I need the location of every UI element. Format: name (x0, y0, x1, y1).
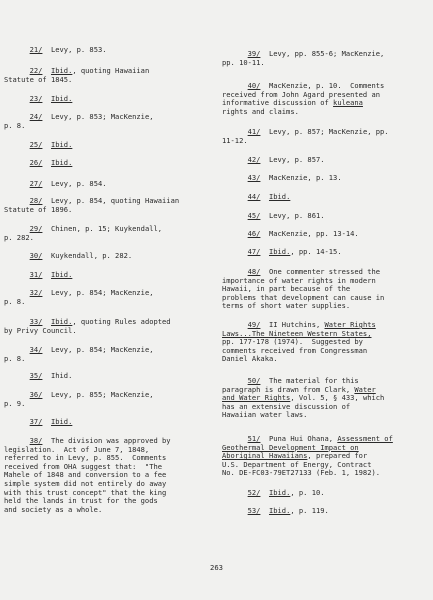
footnote-text: Hawaiian water laws. (222, 410, 308, 420)
footnote-text: Hawaii, in part because of the (222, 284, 351, 294)
footnote-text: Levy, p. 854. (50, 179, 107, 188)
footnote-45 (222, 212, 426, 221)
footnote-text: Ibid., quoting Rules adopted (50, 317, 171, 326)
footnote-number: 51/ (247, 434, 261, 443)
footnote-text: Mahele of 1848 and conversion to a fee (4, 470, 167, 480)
footnote-number: 32/ (29, 288, 43, 297)
footnote-31 (4, 271, 212, 280)
footnote-text: and Water Rights, Vol. 5, § 433, which (222, 393, 385, 403)
footnote-text: received from OHA suggest that: "The (4, 461, 163, 471)
footnote-text: MacKenzie, p. 13. (268, 173, 342, 182)
footnote-text: Ibid. (268, 192, 291, 201)
footnote-number: 48/ (247, 267, 261, 276)
footnote-text: and society as a whole. (4, 504, 103, 514)
footnote-text: rights and claims. (222, 106, 299, 116)
footnote-40 (222, 82, 426, 116)
footnote-number: 37/ (29, 417, 43, 426)
footnote-number: 23/ (29, 94, 43, 103)
footnote-28 (4, 197, 212, 214)
footnote-number: 24/ (29, 112, 43, 121)
footnote-text: Levy, p. 854; MacKenzie, (50, 288, 154, 297)
footnote-number: 42/ (247, 155, 261, 164)
footnote-text: Ibid. (50, 140, 73, 149)
footnote-51 (222, 435, 426, 478)
footnote-text: The division was approved by (50, 436, 171, 445)
footnote-50 (222, 377, 426, 420)
footnote-text: Levy, p. 855; MacKenzie, (50, 390, 154, 399)
footnote-number: 46/ (247, 229, 261, 238)
footnote-text: Levy, p. 854, quoting Hawaiian (50, 196, 180, 205)
footnote-text: The material for this (268, 376, 359, 385)
footnote-text: Aboriginal Hawaiians, prepared for (222, 451, 368, 461)
footnote-text: importance of water rights in modern (222, 275, 376, 285)
footnote-33 (4, 318, 212, 335)
footnote-text: MacKenzie, pp. 13-14. (268, 229, 359, 238)
footnote-text: Puna Hui Ohana, Assessment of (268, 434, 393, 443)
footnote-number: 49/ (247, 320, 261, 329)
footnote-number: 39/ (247, 49, 261, 58)
footnote-text: Ibid., p. 10. (268, 488, 325, 497)
footnote-21 (4, 46, 212, 55)
footnote-number: 21/ (29, 45, 43, 54)
footnote-27 (4, 180, 212, 189)
footnote-number: 43/ (247, 173, 261, 182)
footnote-47 (222, 248, 426, 257)
footnote-text: Levy, p. 857; MacKenzie, pp. (268, 127, 389, 136)
footnote-text: Ibid., pp. 14-15. (268, 247, 342, 256)
footnote-number: 40/ (247, 81, 261, 90)
footnote-text: No. DE-FC03-79ET27133 (Feb. 1, 1982). (222, 468, 381, 478)
footnote-number: 52/ (247, 488, 261, 497)
footnote-text: Levy, p. 854; MacKenzie, (50, 345, 154, 354)
footnote-text: terms of short water supplies. (222, 301, 351, 311)
footnote-number: 33/ (29, 317, 43, 326)
footnote-text: Daniel Akaka. (222, 354, 278, 364)
footnote-39 (222, 50, 426, 67)
footnote-41 (222, 128, 426, 145)
footnote-text: simple system did not entirely do away (4, 478, 167, 488)
footnote-number: 27/ (29, 179, 43, 188)
footnote-text: Levy, p. 853. (50, 45, 107, 54)
page-number: 263 (210, 563, 223, 572)
footnote-44 (222, 193, 426, 202)
footnote-text: Ibid. (50, 94, 73, 103)
footnote-number: 25/ (29, 140, 43, 149)
footnote-text: p. 9. (4, 398, 26, 408)
footnote-text: with this trust concept" that the king (4, 487, 167, 497)
footnote-number: 22/ (29, 66, 43, 75)
footnote-number: 50/ (247, 376, 261, 385)
footnote-text: Kuykendall, p. 282. (50, 251, 133, 260)
footnote-text: p. 8. (4, 353, 26, 363)
footnote-text: pp. 10-11. (222, 57, 265, 67)
footnote-38 (4, 437, 212, 514)
footnote-text: p. 8. (4, 296, 26, 306)
footnote-text: by Privy Council. (4, 325, 77, 335)
footnote-number: 44/ (247, 192, 261, 201)
footnote-text: Levy, p. 853; MacKenzie, (50, 112, 154, 121)
footnote-number: 31/ (29, 270, 43, 279)
footnote-49 (222, 321, 426, 364)
footnote-text: Statute of 1896. (4, 204, 73, 214)
footnote-48 (222, 268, 426, 311)
footnote-text: Statute of 1845. (4, 74, 73, 84)
footnote-text: held the lands in trust for the gods (4, 496, 158, 506)
footnote-text: referred to in Levy, p. 855. Comments (4, 453, 167, 463)
footnote-text: p. 282. (4, 232, 34, 242)
footnote-53 (222, 507, 426, 516)
footnote-text: Levy, p. 861. (268, 211, 325, 220)
footnote-number: 28/ (29, 196, 43, 205)
footnote-26 (4, 159, 212, 168)
footnote-number: 41/ (247, 127, 261, 136)
footnote-text: informative discussion of kuleana (222, 98, 363, 108)
footnote-text: 11-12. (222, 135, 248, 145)
footnote-43 (222, 174, 426, 183)
footnote-25 (4, 141, 212, 150)
footnote-42 (222, 156, 426, 165)
footnote-text: has an extensive discussion of (222, 401, 351, 411)
footnote-46 (222, 230, 426, 239)
footnote-text: Ibid. (50, 417, 73, 426)
footnote-text: II Hutchins, Water Rights (268, 320, 376, 329)
footnote-text: Ibid. (50, 270, 73, 279)
footnote-34 (4, 346, 212, 363)
footnote-number: 45/ (247, 211, 261, 220)
footnote-number: 34/ (29, 345, 43, 354)
footnote-text: received from John Agard presented an (222, 89, 381, 99)
footnote-37 (4, 418, 212, 427)
footnote-29 (4, 225, 212, 242)
footnote-30 (4, 252, 212, 261)
footnote-text: problems that development can cause in (222, 292, 385, 302)
footnote-text: Chinen, p. 15; Kuykendall, (50, 224, 163, 233)
footnote-text: Levy, p. 857. (268, 155, 325, 164)
footnote-number: 38/ (29, 436, 43, 445)
footnote-text: Geothermal Development Impact on (222, 442, 359, 452)
footnote-23 (4, 95, 212, 104)
footnote-text: Ihid. (50, 371, 73, 380)
footnote-text: Ibid. (50, 158, 73, 167)
footnote-text: Laws...The Nineteen Western States, (222, 328, 372, 338)
footnote-text: One commenter stressed the (268, 267, 381, 276)
footnote-text: comments received from Congressman (222, 345, 368, 355)
footnote-22 (4, 67, 212, 84)
footnote-text: U.S. Department of Energy, Contract (222, 459, 372, 469)
footnote-text: Ibid., p. 119. (268, 506, 329, 515)
footnote-number: 47/ (247, 247, 261, 256)
footnote-32 (4, 289, 212, 306)
footnote-52 (222, 489, 426, 498)
footnote-number: 36/ (29, 390, 43, 399)
footnote-number: 53/ (247, 506, 261, 515)
footnote-text: Levy, pp. 855-6; MacKenzie, (268, 49, 385, 58)
footnote-text: paragraph is drawn from Clark, Water (222, 384, 376, 394)
footnote-36 (4, 391, 212, 408)
footnote-24 (4, 113, 212, 130)
footnote-number: 26/ (29, 158, 43, 167)
footnote-number: 30/ (29, 251, 43, 260)
footnote-text: pp. 177-178 (1974). Suggested by (222, 337, 363, 347)
footnote-text: Ibid., quoting Hawaiian (50, 66, 150, 75)
footnote-text: legislation. Act of June 7, 1848, (4, 444, 150, 454)
footnote-number: 35/ (29, 371, 43, 380)
footnote-number: 29/ (29, 224, 43, 233)
footnote-text: MacKenzie, p. 10. Comments (268, 81, 385, 90)
footnote-text: p. 8. (4, 120, 26, 130)
footnote-35 (4, 372, 212, 381)
